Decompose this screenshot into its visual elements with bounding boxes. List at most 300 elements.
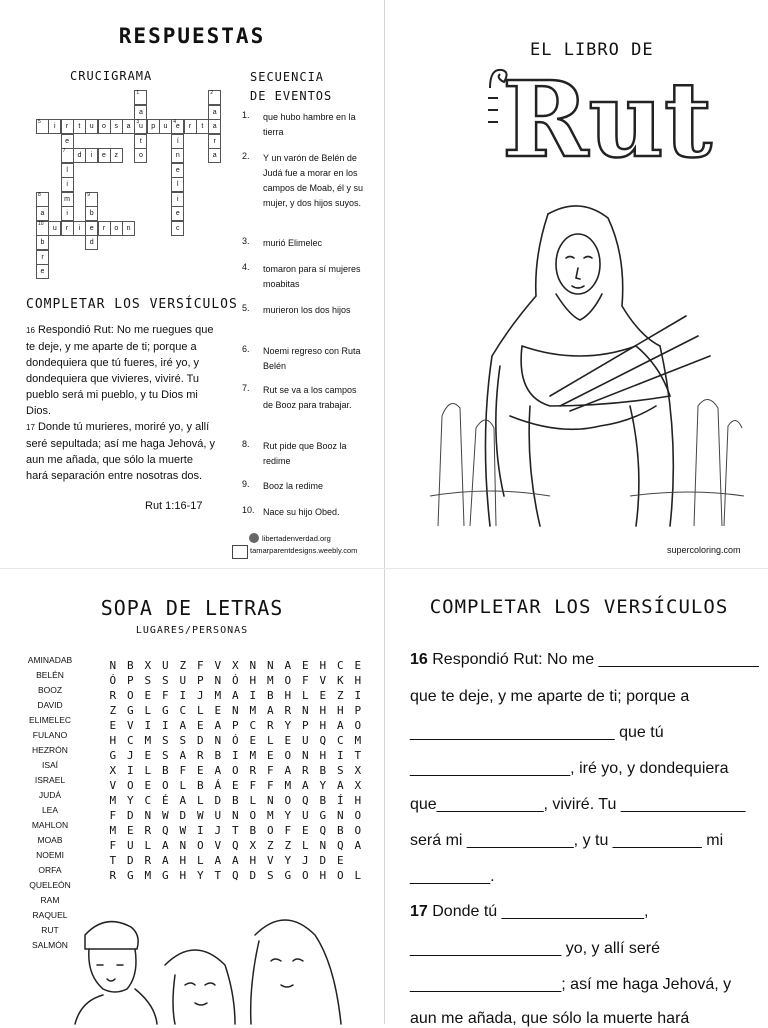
wordsearch-row: [104, 791, 367, 806]
wordsearch-letter: F: [109, 839, 117, 852]
wordsearch-letter: B: [214, 749, 222, 762]
wordsearch-row: [104, 836, 367, 851]
wordsearch-letter: I: [196, 824, 204, 837]
crossword-clue-number: 3: [136, 119, 140, 125]
wordsearch-letter: P: [196, 674, 204, 687]
wordsearch-letter: D: [126, 854, 134, 867]
crossword-cell: [36, 235, 49, 250]
wordsearch-letter: L: [301, 839, 309, 852]
wordsearch-letter: O: [284, 674, 292, 687]
wordsearch-letter: L: [266, 734, 274, 747]
crossword-letter: e: [102, 152, 106, 159]
crossword-letter: a: [126, 123, 131, 130]
wordsearch-letter: É: [161, 794, 169, 807]
crossword-clue-number: 2: [210, 90, 213, 96]
wordsearch-letter: Z: [109, 704, 117, 717]
verse-16-number: 16: [26, 326, 35, 335]
wordsearch-letter: N: [231, 704, 239, 717]
wordsearch-letter: M: [354, 734, 362, 747]
crossword-cell: [171, 177, 184, 192]
wordsearch-letter: E: [336, 854, 344, 867]
wordsearch-letter: B: [249, 824, 257, 837]
wordsearch-letter: H: [336, 704, 344, 717]
crossword-letter: c: [176, 224, 180, 232]
wordsearch-letter: G: [126, 869, 134, 882]
wordsearch-letter: A: [284, 659, 292, 672]
crossword-clue-number: 10: [38, 220, 44, 227]
crossword-cell: [85, 206, 98, 221]
wordsearch-letter: N: [214, 734, 222, 747]
verse-reference: Rut 1:16-17: [145, 500, 203, 512]
wordsearch-word: RAM: [40, 895, 60, 905]
wordsearch-letter: S: [161, 749, 169, 762]
wordsearch-letter: O: [249, 809, 257, 822]
wordsearch-letter: F: [249, 779, 257, 792]
crossword-cell: [171, 192, 184, 207]
wordsearch-letter: E: [144, 689, 152, 702]
wordsearch-letter: H: [109, 734, 117, 747]
wordsearch-letter: E: [231, 779, 239, 792]
wordsearch-letter: S: [161, 674, 169, 687]
verse-17-text: Donde tú murieres, moriré yo, y allí seré sepultada; así me haga Jehová, y aun me añada, que sólo la muerte hará separación entre nosotras dos.: [26, 421, 215, 482]
wordsearch-word: RAQUEL: [32, 910, 68, 920]
sequence-title: [250, 68, 332, 106]
crossword-cell: [110, 148, 123, 163]
crossword-letter: e: [89, 224, 94, 232]
crossword-letter: t: [78, 123, 81, 130]
fill-in-line: _________.: [410, 868, 495, 885]
crossword-cell: [61, 206, 74, 221]
wordsearch-word: FULANO: [32, 730, 68, 740]
wordsearch-letter: B: [161, 764, 169, 777]
wordsearch-letter: W: [161, 809, 169, 822]
crossword-letter: i: [78, 224, 81, 232]
cover-subtitle: EL LIBRO DE: [530, 40, 654, 60]
wordsearch-letter: R: [284, 704, 292, 717]
crossword-letter: a: [212, 123, 217, 130]
wordsearch-letter: Y: [319, 779, 327, 792]
wordsearch-letter: O: [196, 839, 204, 852]
crossword-letter: u: [138, 123, 143, 130]
crossword-cell: [73, 221, 86, 236]
wordsearch-letter: D: [319, 854, 327, 867]
wordsearch-letter: V: [266, 854, 274, 867]
crossword-letter: e: [65, 137, 70, 145]
crossword-cell: [134, 134, 147, 149]
ruth-illustration: [430, 196, 744, 534]
crossword-cell: [134, 90, 147, 105]
wordsearch-letter: O: [336, 869, 344, 882]
wordsearch-letter: A: [179, 749, 187, 762]
wordsearch-letter: R: [109, 689, 117, 702]
wordsearch-letter: B: [126, 659, 134, 672]
crossword-cell: [36, 192, 49, 207]
wordsearch-letter: B: [319, 764, 327, 777]
crossword-cell: [110, 119, 123, 134]
wordsearch-letter: H: [249, 674, 257, 687]
wordsearch-word: QUELEÓN: [29, 880, 71, 890]
crossword-letter: e: [40, 268, 45, 275]
crossword-cell: [73, 148, 86, 163]
crossword-letter: o: [138, 152, 143, 159]
wordsearch-letter: F: [266, 764, 274, 777]
wordsearch-letter: Z: [284, 839, 292, 852]
wordsearch-letter: P: [231, 719, 239, 732]
wordsearch-letter: D: [214, 794, 222, 807]
wordsearch-title: SOPA DE LETRAS: [100, 596, 284, 620]
wordsearch-row: [104, 821, 367, 836]
wordsearch-word: AMINADAB: [27, 655, 73, 665]
wordsearch-letter: J: [126, 749, 134, 762]
crossword-cell: [184, 119, 197, 134]
wordsearch-letter: E: [196, 719, 204, 732]
wordsearch-letter: O: [231, 764, 239, 777]
sequence-title-line1: SECUENCIA: [250, 70, 325, 84]
wordsearch-letter: E: [126, 824, 134, 837]
wordsearch-letter: B: [336, 824, 344, 837]
wordsearch-letter: P: [354, 704, 362, 717]
wordsearch-letter: Á: [214, 779, 222, 792]
crossword-cell: [208, 90, 221, 105]
wordsearch-letter: H: [319, 719, 327, 732]
wordsearch-letter: Y: [126, 794, 134, 807]
crossword-letter: r: [41, 253, 44, 261]
wordsearch-letter: M: [109, 824, 117, 837]
wordsearch-letter: V: [319, 674, 327, 687]
crossword-letter: r: [65, 224, 69, 232]
wordsearch-letter: O: [284, 749, 292, 762]
wordsearch-letter: E: [284, 734, 292, 747]
wordsearch-word: MOAB: [37, 835, 63, 845]
wordsearch-letter: H: [249, 854, 257, 867]
wordsearch-row: [104, 671, 367, 686]
crossword-clue-number: 7: [62, 148, 66, 154]
wordsearch-letter: H: [354, 674, 362, 687]
crossword-cell: [171, 119, 184, 134]
wordsearch-letter: F: [301, 674, 309, 687]
wordsearch-letter: M: [249, 704, 257, 717]
wordsearch-word: DAVID: [37, 700, 63, 710]
wordsearch-letter: N: [109, 659, 117, 672]
wordsearch-letter: Q: [161, 824, 169, 837]
wordsearch-word: NOEMI: [36, 850, 64, 860]
wordsearch-letter: G: [161, 704, 169, 717]
wordsearch-letter: X: [231, 659, 239, 672]
crossword-cell: [196, 119, 209, 134]
crossword-letter: l: [66, 166, 68, 174]
crossword-cell: [36, 221, 49, 236]
wordsearch-letter: D: [126, 809, 134, 822]
wordsearch-letter: A: [231, 854, 239, 867]
wordsearch-letter: A: [231, 689, 239, 702]
wordsearch-letter: L: [144, 839, 152, 852]
wordsearch-letter: L: [144, 764, 152, 777]
wordsearch-letter: A: [214, 764, 222, 777]
wordsearch-letter: E: [266, 749, 274, 762]
wordsearch-letter: M: [109, 794, 117, 807]
crossword-letter: r: [213, 137, 216, 145]
crossword-letter: l: [177, 181, 179, 188]
wordsearch-letter: A: [336, 779, 344, 792]
wordsearch-letter: B: [231, 794, 239, 807]
wordsearch-row: [104, 731, 367, 746]
wordsearch-letter: U: [179, 674, 187, 687]
wordsearch-letter: F: [109, 809, 117, 822]
wordsearch-letter: M: [144, 734, 152, 747]
wordsearch-letter: Q: [231, 839, 239, 852]
sequence-title-line2: DE EVENTOS: [250, 89, 333, 103]
crossword-letter: n: [126, 224, 131, 232]
crossword-cell: [159, 119, 172, 134]
crossword-letter: d: [77, 152, 82, 159]
wordsearch-letter: Í: [336, 794, 344, 807]
crossword-cell: [171, 148, 184, 163]
wordsearch-letter: E: [109, 719, 117, 732]
crossword-clue-number: 5: [38, 119, 41, 125]
wordsearch-letter: X: [354, 764, 362, 777]
wordsearch-letter: U: [301, 809, 309, 822]
wordsearch-letter: G: [161, 869, 169, 882]
crossword-letter: i: [54, 123, 56, 130]
crossword-cell: [85, 192, 98, 207]
wordsearch-letter: A: [161, 839, 169, 852]
cover-title-text: Rut: [502, 58, 713, 181]
wordsearch-letter: G: [319, 809, 327, 822]
crossword-cell: [98, 221, 111, 236]
wordsearch-row: [104, 656, 367, 671]
wordsearch-letter: I: [249, 689, 257, 702]
wordsearch-letter: Q: [319, 734, 327, 747]
wordsearch-subtitle: LUGARES/PERSONAS: [135, 625, 249, 636]
crossword-letter: e: [175, 123, 180, 130]
wordsearch-letter: R: [196, 749, 204, 762]
crossword-letter: r: [188, 123, 192, 130]
wordsearch-letter: M: [266, 674, 274, 687]
wordsearch-letter: X: [354, 779, 362, 792]
wordsearch-letter: H: [319, 869, 327, 882]
wordsearch-letter: A: [179, 719, 187, 732]
fill-in-line: 16 Respondió Rut: No me __________________: [410, 651, 759, 668]
wordsearch-letter: D: [249, 869, 257, 882]
wordsearch-letter: C: [179, 704, 187, 717]
fill-in-line: _______________________ que tú: [410, 724, 664, 741]
wordsearch-letter: R: [301, 764, 309, 777]
crossword-cell: [85, 119, 98, 134]
wordsearch-letter: S: [336, 764, 344, 777]
wordsearch-word: ELIMELEC: [28, 715, 72, 725]
wordsearch-letter: S: [161, 734, 169, 747]
wordsearch-word: ISRAEL: [34, 775, 66, 785]
wordsearch-letter: N: [266, 659, 274, 672]
crossword-letter: d: [89, 239, 94, 246]
crossword-letter: o: [114, 224, 119, 232]
wordsearch-letter: H: [319, 704, 327, 717]
crossword-cell: [61, 221, 74, 236]
wordsearch-letter: R: [144, 854, 152, 867]
wordsearch-word: BOOZ: [37, 685, 63, 695]
wordsearch-letter: O: [354, 809, 362, 822]
wordsearch-letter: J: [214, 824, 222, 837]
wordsearch-letter: Ó: [109, 674, 117, 687]
fill-in-line: aun me añada, que sólo la muerte hará: [410, 1010, 690, 1027]
wordsearch-letter: E: [354, 659, 362, 672]
wordsearch-letter: C: [336, 659, 344, 672]
crossword-cell: [85, 148, 98, 163]
crossword-cell: [85, 235, 98, 250]
wordsearch-letter: O: [354, 719, 362, 732]
crossword-letter: a: [40, 210, 45, 217]
wordsearch-row: [104, 806, 367, 821]
answers-title: RESPUESTAS: [118, 24, 266, 48]
wordsearch-letter: L: [196, 704, 204, 717]
wordsearch-letter: V: [214, 659, 222, 672]
crossword-cell: [134, 148, 147, 163]
wordsearch-letter: E: [249, 734, 257, 747]
wordsearch-row: [104, 701, 367, 716]
wordsearch-row: [104, 746, 367, 761]
crossword-letter: r: [102, 224, 106, 232]
wordsearch-row: [104, 776, 367, 791]
wordsearch-letter: B: [196, 779, 204, 792]
fill-in-title: COMPLETAR LOS VERSÍCULOS: [429, 596, 729, 618]
crossword-letter: a: [138, 108, 143, 116]
crossword-clue-number: 8: [38, 191, 41, 198]
wordsearch-row: [104, 716, 367, 731]
wordsearch-letter: L: [144, 704, 152, 717]
crossword-clue-number: 9: [87, 191, 90, 198]
crossword-cell: [61, 177, 74, 192]
wordsearch-letter: V: [126, 719, 134, 732]
wordsearch-letter: B: [266, 689, 274, 702]
crossword-letter: t: [139, 137, 142, 145]
wordsearch-letter: I: [126, 764, 134, 777]
crossword-cell: [208, 134, 221, 149]
page-fold-vertical: [384, 0, 385, 1024]
wordsearch-letter: I: [231, 749, 239, 762]
wordsearch-letter: S: [266, 869, 274, 882]
wordsearch-letter: V: [214, 839, 222, 852]
crossword-title: CRUCIGRAMA: [70, 69, 153, 83]
wordsearch-word: BELÉN: [36, 670, 64, 680]
crossword-cell: [171, 134, 184, 149]
crossword-letter: b: [40, 239, 45, 246]
wordsearch-letter: J: [196, 689, 204, 702]
crossword-letter: n: [175, 152, 180, 159]
crossword-letter: i: [90, 152, 93, 159]
wordsearch-letter: R: [266, 719, 274, 732]
wordsearch-letter: Z: [179, 659, 187, 672]
wordsearch-letter: H: [179, 869, 187, 882]
wordsearch-letter: D: [196, 734, 204, 747]
wordsearch-letter: E: [301, 824, 309, 837]
wordsearch-letter: U: [301, 734, 309, 747]
people-illustration: [45, 905, 365, 1024]
crossword-letter: i: [177, 195, 179, 203]
verse-17-number: 17: [26, 423, 35, 432]
wordsearch-letter: Ó: [231, 734, 239, 747]
crossword-letter: s: [114, 123, 119, 130]
crossword-letter: z: [114, 152, 119, 159]
wordsearch-letter: N: [336, 809, 344, 822]
wordsearch-word: RUT: [41, 925, 59, 935]
image-credit: supercoloring.com: [667, 545, 741, 555]
wordsearch-letter: W: [196, 809, 204, 822]
wordsearch-letter: L: [179, 779, 187, 792]
wordsearch-row: [104, 866, 367, 881]
fill-in-line: __________________, iré yo, y dondequiera: [410, 760, 729, 777]
wordsearch-letter: N: [214, 674, 222, 687]
wordsearch-row: [104, 761, 367, 776]
wordsearch-letter: A: [214, 854, 222, 867]
crossword-cell: [61, 163, 74, 178]
wordsearch-letter: O: [354, 824, 362, 837]
wordsearch-letter: A: [266, 704, 274, 717]
crossword-clue-number: 4: [173, 119, 177, 125]
wordsearch-letter: X: [144, 659, 152, 672]
wordsearch-letter: Ó: [231, 674, 239, 687]
wordsearch-letter: H: [319, 659, 327, 672]
wordsearch-letter: M: [284, 779, 292, 792]
wordsearch-letter: O: [301, 869, 309, 882]
wordsearch-letter: R: [144, 824, 152, 837]
wordsearch-letter: B: [319, 794, 327, 807]
crossword-cell: [36, 119, 49, 134]
crossword-letter: m: [64, 195, 71, 203]
wordsearch-letter: A: [284, 764, 292, 777]
wordsearch-letter: V: [109, 779, 117, 792]
wordsearch-letter: X: [249, 839, 257, 852]
crossword-letter: u: [163, 123, 168, 130]
crossword-cell: [110, 221, 123, 236]
wordsearch-letter: I: [179, 689, 187, 702]
wordsearch-letter: H: [284, 689, 292, 702]
wordsearch-letter: Y: [284, 854, 292, 867]
wordsearch-letter: M: [249, 749, 257, 762]
answers-verses-text: [26, 322, 216, 484]
crossword-letter: a: [212, 152, 217, 159]
crossword-letter: u: [52, 224, 57, 232]
wordsearch-letter: H: [319, 749, 327, 762]
wordsearch-letter: U: [126, 839, 134, 852]
wordsearch-letter: T: [354, 749, 362, 762]
wordsearch-letter: N: [249, 659, 257, 672]
wordsearch-letter: R: [249, 764, 257, 777]
wordsearch-letter: L: [354, 869, 362, 882]
crossword-cell: [48, 119, 61, 134]
credit-tamar: tamarparentdesigns.weebly.com: [250, 546, 358, 555]
wordsearch-letter: E: [214, 704, 222, 717]
crossword-letter: u: [89, 123, 94, 130]
crossword-cell: [122, 221, 135, 236]
wordsearch-letter: X: [109, 764, 117, 777]
wordsearch-letter: R: [109, 869, 117, 882]
wordsearch-letter: W: [179, 824, 187, 837]
wordsearch-grid: [104, 656, 367, 881]
site-logo-icon: [249, 533, 259, 543]
wordsearch-letter: A: [301, 779, 309, 792]
wordsearch-letter: A: [161, 854, 169, 867]
wordsearch-word: MAHLON: [31, 820, 69, 830]
crossword-letter: i: [66, 181, 68, 188]
wordsearch-letter: D: [179, 809, 187, 822]
wordsearch-word: JUDÁ: [38, 790, 62, 800]
house-icon: [232, 545, 248, 559]
crossword-cell: [171, 206, 184, 221]
crossword-cell: [61, 148, 74, 163]
wordsearch-word: SALMÓN: [32, 940, 68, 950]
wordsearch-letter: N: [301, 749, 309, 762]
wordsearch-letter: J: [301, 854, 309, 867]
